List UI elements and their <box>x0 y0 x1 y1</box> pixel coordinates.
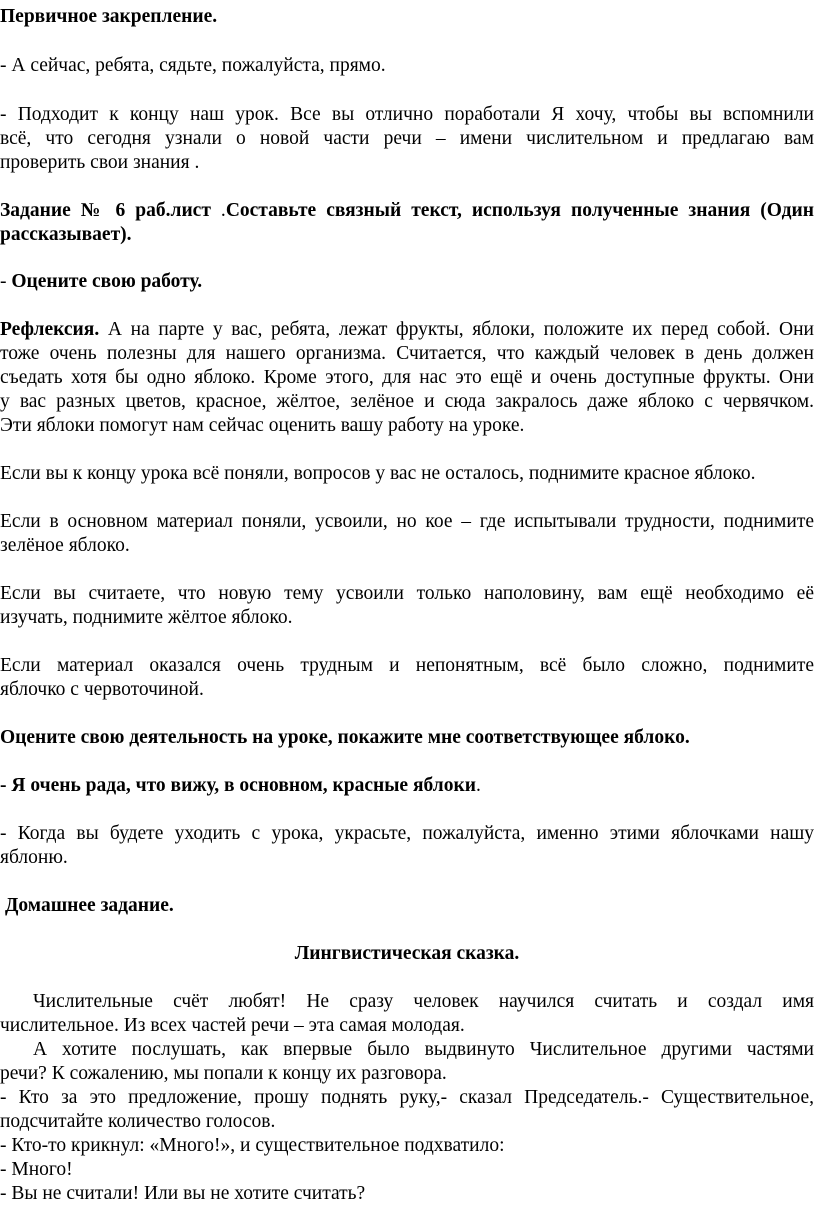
task-6-dot: . <box>210 200 226 221</box>
tale-p2-line-2: речи? К сожалению, мы попали к концу их разговора. <box>0 1063 447 1084</box>
tale-p2-line-1: А хотите послушать, как впервые было выдвинуто Числительное другими частями <box>33 1039 814 1060</box>
task-6-number: Задание № 6 раб.лист <box>0 200 211 221</box>
task-6-line-2: рассказывает). <box>0 224 132 245</box>
tale-p4: - Кто-то крикнул: «Много!», и существительное подхватило: <box>0 1135 505 1156</box>
instruction-yellow-apple-line-2: изучать, поднимите жёлтое яблоко. <box>0 607 293 628</box>
reflection-line-1 <box>0 317 814 343</box>
tale-title: Лингвистическая сказка. <box>294 943 520 964</box>
glad-dot: . <box>475 775 481 796</box>
leaving-line-2: яблоню. <box>0 847 68 868</box>
instruction-red-apple: Если вы к концу урока всё поняли, вопросов у вас не осталось, поднимите красное яблоко. <box>0 463 756 484</box>
rate-text: Оцените свою работу. <box>11 271 203 292</box>
glad-text: - Я очень рада, что вижу, в основном, красные яблоки <box>0 775 476 796</box>
rate-your-work <box>0 269 814 295</box>
tale-p1-line-2: числительное. Из всех частей речи – эта самая молодая. <box>0 1015 465 1036</box>
leaving-line-1: - Когда вы будете уходить с урока, украсьте, пожалуйста, именно этими яблочками нашу <box>0 823 814 844</box>
tale-p5: - Много! <box>0 1159 73 1180</box>
paragraph-lesson-end-line-2: всё, что сегодня узнали о новой части речи – имени числительном и предлагаю вам <box>0 128 814 149</box>
instruction-green-apple-line-1: Если в основном материал поняли, усвоили, но кое – где испытывали трудности, поднимите <box>0 511 814 532</box>
paragraph-lesson-end-line-1: - Подходит к концу наш урок. Все вы отлично поработали Я хочу, чтобы вы вспомнили <box>0 104 814 125</box>
paragraph-sit-straight: - А сейчас, ребята, сядьте, пожалуйста, прямо. <box>0 55 386 76</box>
task-6-line-1 <box>0 198 814 224</box>
glad-red-apples <box>0 773 814 799</box>
tale-p3-line-2: подсчитайте количество голосов. <box>0 1111 276 1132</box>
heading-primary-consolidation: Первичное закрепление. <box>0 6 218 27</box>
tale-p3-line-1: - Кто за это предложение, прошу поднять руку,- сказал Председатель.- Существительное, <box>0 1087 814 1108</box>
instruction-green-apple-line-2: зелёное яблоко. <box>0 535 130 556</box>
reflection-line-2: тоже очень полезны для нашего организма. Считается, что каждый человек в день должен <box>0 343 814 364</box>
instruction-yellow-apple-line-1: Если вы считаете, что новую тему усвоили только наполовину, вам ещё необходимо её <box>0 583 814 604</box>
rate-activity: Оцените свою деятельность на уроке, покажите мне соответствующее яблоко. <box>0 727 690 748</box>
reflection-line-1-text: А на парте у вас, ребята, лежат фрукты, яблоки, положите их перед собой. Они <box>99 319 814 340</box>
tale-p1-line-1: Числительные счёт любят! Не сразу человек научился считать и создал имя <box>33 991 814 1012</box>
homework-heading: Домашнее задание. <box>5 895 174 916</box>
tale-p6: - Вы не считали! Или вы не хотите считать? <box>0 1183 366 1204</box>
reflection-label: Рефлексия. <box>0 319 100 340</box>
paragraph-lesson-end-line-3: проверить свои знания . <box>0 152 200 173</box>
reflection-line-3: съедать хотя бы одно яблоко. Кроме этого, для нас это ещё и очень доступные фрукты. Они <box>0 367 814 388</box>
rate-dash: - <box>0 271 12 292</box>
task-6-instruction: Составьте связный текст, используя полученные знания (Один <box>225 200 815 221</box>
instruction-wormy-apple-line-2: яблочко с червоточиной. <box>0 679 204 700</box>
reflection-line-5: Эти яблоки помогут нам сейчас оценить вашу работу на уроке. <box>0 415 525 436</box>
reflection-line-4: у вас разных цветов, красное, жёлтое, зелёное и сюда закралось даже яблоко с червячком. <box>0 391 814 412</box>
instruction-wormy-apple-line-1: Если материал оказался очень трудным и непонятным, всё было сложно, поднимите <box>0 655 814 676</box>
